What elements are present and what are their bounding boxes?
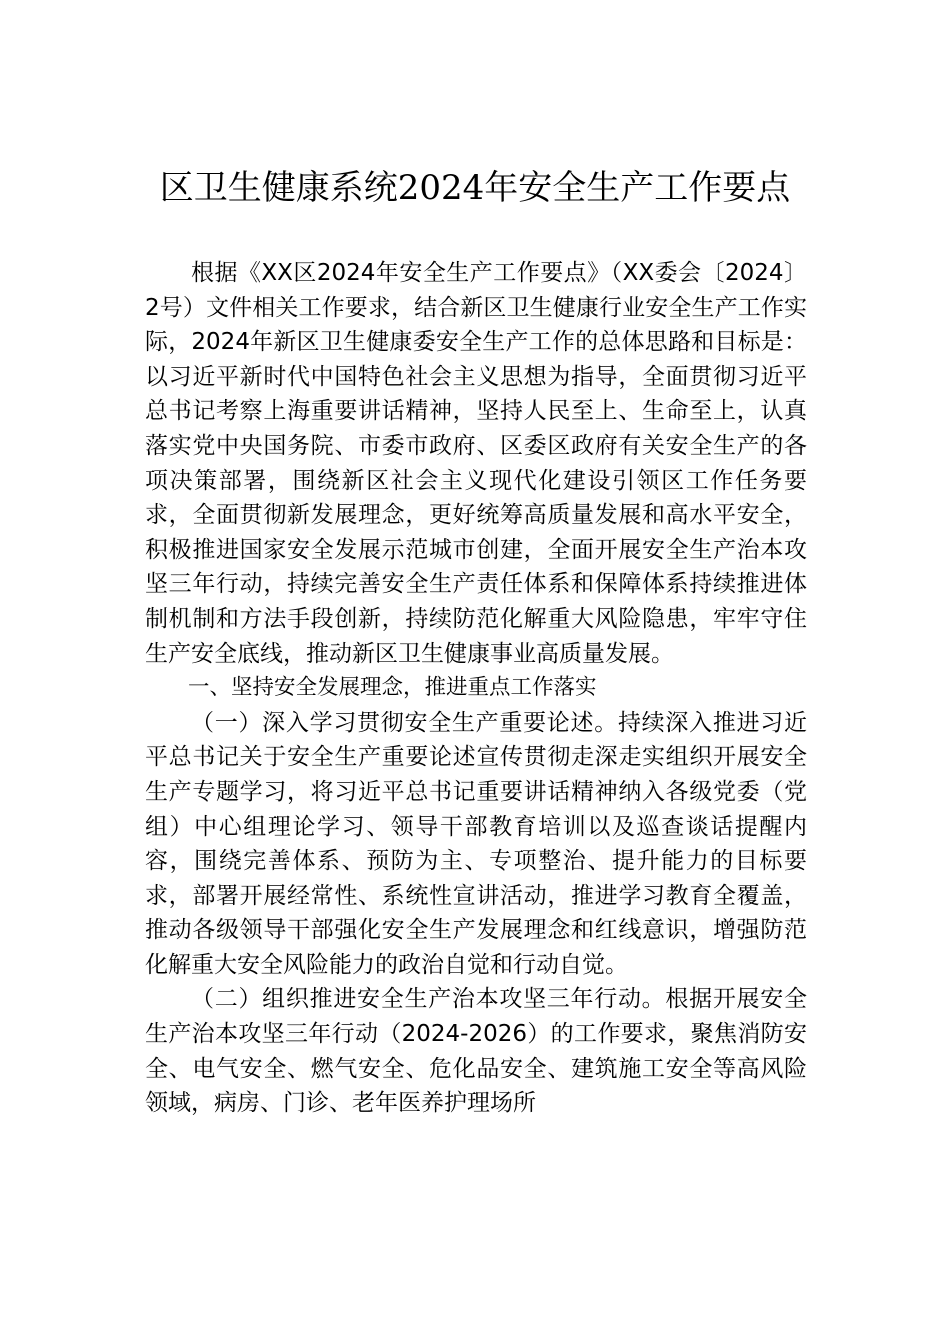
section-heading-1: 一、坚持安全发展理念，推进重点工作落实 <box>188 675 597 701</box>
document-body <box>145 256 807 1121</box>
document-title: 区卫生健康系统2024年安全生产工作要点 <box>159 168 791 208</box>
subsection-paragraph-1: （一）深入学习贯彻安全生产重要论述。持续深入推进习近平总书记关于安全生产重要论述宣传贯彻走深走实组织开展安全生产专题学习，将习近平总书记重要讲话精神纳入各级党委（党组）中心组理论学习、领导干部教育培训以及巡查谈话提醒内容，围绕完善体系、预防为主、专项整治、提升能力的目标要求，部署开展经常性、系统性宣讲活动，推进学习教育全覆盖，推动各级领导干部强化安全生产发展理念和红线意识，增强防范化解重大安全风险能力的政治自觉和行动自觉。 <box>145 709 807 978</box>
subsection-paragraph-2: （二）组织推进安全生产治本攻坚三年行动。根据开展安全生产治本攻坚三年行动（2024-2026）的工作要求，聚焦消防安全、电气安全、燃气安全、危化品安全、建筑施工安全等高风险领域，病房、门诊、老年医养护理场所 <box>145 986 807 1117</box>
intro-paragraph: 根据《XX区2024年安全生产工作要点》（XX委会〔2024〕2号）文件相关工作要求，结合新区卫生健康行业安全生产工作实际，2024年新区卫生健康委安全生产工作的总体思路和目标是：以习近平新时代中国特色社会主义思想为指导，全面贯彻习近平总书记考察上海重要讲话精神，坚持人民至上、生命至上，认真落实党中央国务院、市委市政府、区委区政府有关安全生产的各项决策部署，围绕新区社会主义现代化建设引领区工作任务要求，全面贯彻新发展理念，更好统筹高质量发展和高水平安全，积极推进国家安全发展示范城市创建，全面开展安全生产治本攻坚三年行动，持续完善安全生产责任体系和保障体系持续推进体制机制和方法手段创新，持续防范化解重大风险隐患，牢牢守住生产安全底线，推动新区卫生健康事业高质量发展。 <box>145 260 807 667</box>
